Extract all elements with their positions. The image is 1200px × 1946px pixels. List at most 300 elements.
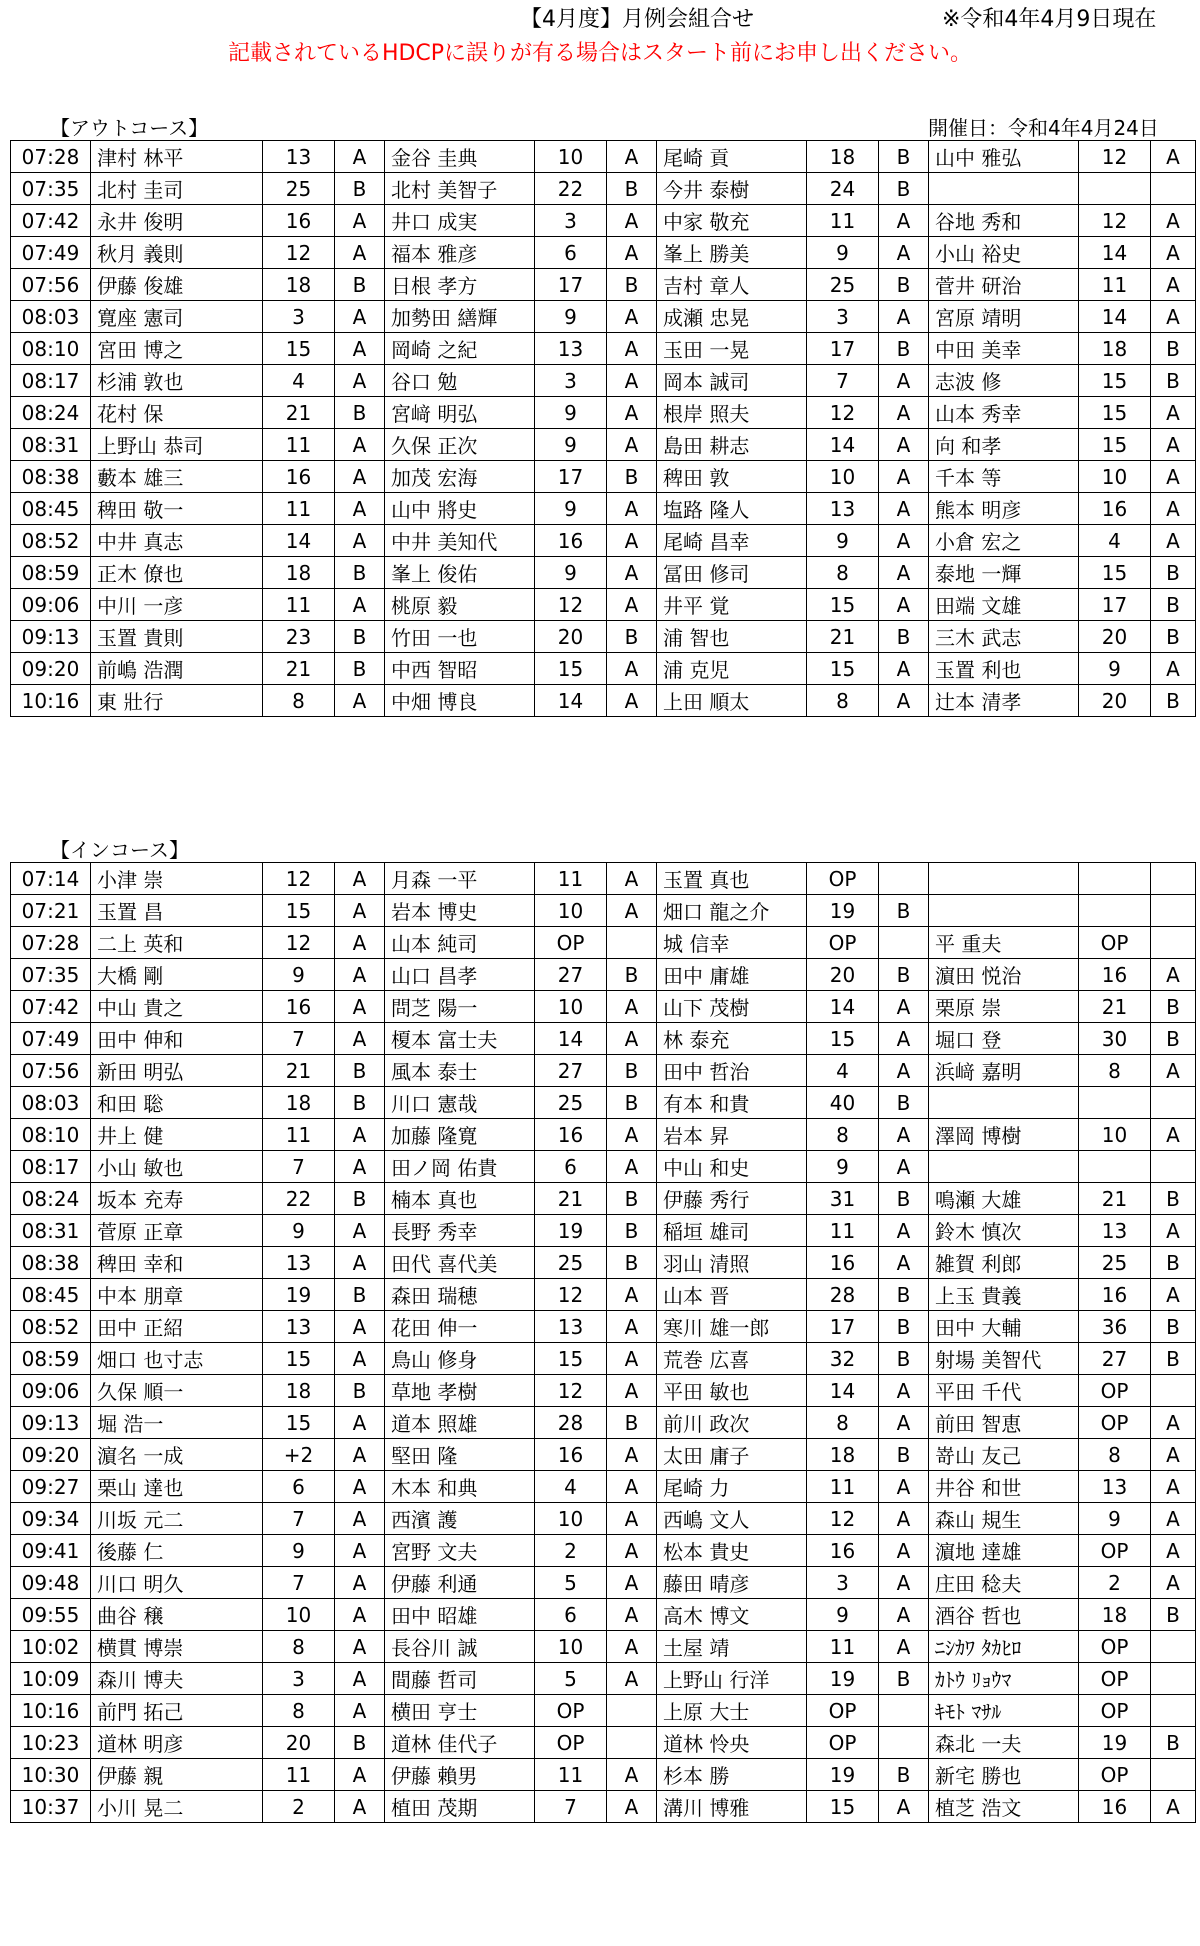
player-name-cell: 中家 敬充	[657, 205, 807, 237]
player-name-cell: 稗田 幸和	[91, 1247, 263, 1279]
hdcp-cell: 12	[807, 1503, 879, 1535]
class-cell: B	[607, 1215, 657, 1247]
player-name-cell: 福本 雅彦	[385, 237, 535, 269]
player-name-cell: 田中 伸和	[91, 1023, 263, 1055]
hdcp-cell: 9	[807, 1151, 879, 1183]
player-name-cell: 小津 崇	[91, 863, 263, 895]
class-cell	[607, 1727, 657, 1759]
hdcp-cell: 10	[535, 141, 607, 173]
hdcp-cell: 14	[535, 1023, 607, 1055]
in-course-row	[11, 1055, 1196, 1087]
class-cell: B	[879, 1343, 929, 1375]
class-cell: A	[1151, 1567, 1196, 1599]
class-cell: A	[879, 557, 929, 589]
player-name-cell: 正木 僚也	[91, 557, 263, 589]
player-name-cell: 後藤 仁	[91, 1535, 263, 1567]
player-name-cell: 前田 智恵	[929, 1407, 1079, 1439]
hdcp-cell: 27	[535, 959, 607, 991]
player-name-cell: 菅井 研治	[929, 269, 1079, 301]
class-cell: A	[335, 991, 385, 1023]
class-cell: A	[879, 1791, 929, 1823]
class-cell: A	[879, 1407, 929, 1439]
player-name-cell: 山本 純司	[385, 927, 535, 959]
player-name-cell: 横田 亨士	[385, 1695, 535, 1727]
player-name-cell: 中井 真志	[91, 525, 263, 557]
out-course-row	[11, 205, 1196, 237]
player-name-cell: 森北 一夫	[929, 1727, 1079, 1759]
class-cell: A	[879, 1215, 929, 1247]
in-course-row	[11, 1151, 1196, 1183]
class-cell	[1151, 863, 1196, 895]
hdcp-cell: 25	[263, 173, 335, 205]
hdcp-cell	[1079, 863, 1151, 895]
hdcp-cell: OP	[1079, 1663, 1151, 1695]
class-cell: B	[335, 653, 385, 685]
class-cell: A	[335, 1695, 385, 1727]
class-cell: A	[879, 1247, 929, 1279]
hdcp-cell: 12	[263, 237, 335, 269]
out-course-row	[11, 333, 1196, 365]
hdcp-cell: 9	[535, 557, 607, 589]
hdcp-cell: 10	[535, 1503, 607, 1535]
class-cell: A	[879, 991, 929, 1023]
player-name-cell: 土屋 靖	[657, 1631, 807, 1663]
class-cell: A	[1151, 141, 1196, 173]
player-name-cell: 千本 等	[929, 461, 1079, 493]
class-cell: A	[879, 1535, 929, 1567]
hdcp-cell	[1079, 1087, 1151, 1119]
class-cell: B	[1151, 1247, 1196, 1279]
player-name-cell: 向 和孝	[929, 429, 1079, 461]
player-name-cell: 栗原 崇	[929, 991, 1079, 1023]
tee-time-cell: 07:49	[11, 1023, 91, 1055]
class-cell: A	[1151, 429, 1196, 461]
in-course-row	[11, 1407, 1196, 1439]
class-cell: A	[335, 863, 385, 895]
hdcp-cell: 3	[263, 1663, 335, 1695]
hdcp-cell: 11	[807, 1631, 879, 1663]
class-cell: B	[335, 397, 385, 429]
player-name-cell: 上玉 貴義	[929, 1279, 1079, 1311]
in-course-row	[11, 1631, 1196, 1663]
out-course-row	[11, 429, 1196, 461]
player-name-cell: 上野山 行洋	[657, 1663, 807, 1695]
player-name-cell: 浜﨑 嘉明	[929, 1055, 1079, 1087]
tee-time-cell: 07:28	[11, 141, 91, 173]
player-name-cell: 林 泰充	[657, 1023, 807, 1055]
hdcp-cell: 18	[807, 1439, 879, 1471]
hdcp-cell: 15	[263, 1407, 335, 1439]
class-cell: A	[607, 1535, 657, 1567]
class-cell: A	[607, 1343, 657, 1375]
player-name-cell: 井谷 和世	[929, 1471, 1079, 1503]
hdcp-cell: 9	[807, 525, 879, 557]
out-course-label: 【アウトコース】	[50, 116, 209, 140]
player-name-cell: 庄田 稔夫	[929, 1567, 1079, 1599]
hdcp-cell: 10	[263, 1599, 335, 1631]
hdcp-cell: 19	[807, 895, 879, 927]
class-cell	[879, 863, 929, 895]
class-cell: A	[335, 927, 385, 959]
class-cell: A	[879, 301, 929, 333]
tee-time-cell: 07:35	[11, 173, 91, 205]
player-name-cell: 濵地 達雄	[929, 1535, 1079, 1567]
player-name-cell: 杉本 勝	[657, 1759, 807, 1791]
player-name-cell: 濵名 一成	[91, 1439, 263, 1471]
hdcp-cell: 24	[807, 173, 879, 205]
class-cell	[879, 1727, 929, 1759]
class-cell: A	[335, 1247, 385, 1279]
in-course-row	[11, 1311, 1196, 1343]
hdcp-cell: 18	[263, 269, 335, 301]
class-cell: A	[335, 1535, 385, 1567]
class-cell	[1151, 1151, 1196, 1183]
player-name-cell: 井平 覚	[657, 589, 807, 621]
player-name-cell: 平田 敏也	[657, 1375, 807, 1407]
class-cell: A	[879, 397, 929, 429]
class-cell: B	[879, 621, 929, 653]
player-name-cell: 和田 聡	[91, 1087, 263, 1119]
out-course-row	[11, 173, 1196, 205]
hdcp-cell: 4	[535, 1471, 607, 1503]
hdcp-cell: 20	[1079, 685, 1151, 717]
hdcp-cell: 3	[263, 301, 335, 333]
hdcp-cell: 9	[535, 301, 607, 333]
hdcp-cell: 9	[1079, 653, 1151, 685]
class-cell: A	[335, 1599, 385, 1631]
player-name-cell: 谷地 秀和	[929, 205, 1079, 237]
player-name-cell: 高木 博文	[657, 1599, 807, 1631]
class-cell: A	[1151, 237, 1196, 269]
class-cell: A	[1151, 1279, 1196, 1311]
player-name-cell: 小山 裕史	[929, 237, 1079, 269]
hdcp-cell: 5	[535, 1567, 607, 1599]
player-name-cell: 楠本 真也	[385, 1183, 535, 1215]
hdcp-cell: 10	[535, 895, 607, 927]
hdcp-cell: 13	[263, 141, 335, 173]
hdcp-cell: 19	[807, 1759, 879, 1791]
player-name-cell: 道林 佳代子	[385, 1727, 535, 1759]
hdcp-cell: 21	[1079, 1183, 1151, 1215]
hdcp-cell: 16	[1079, 493, 1151, 525]
hdcp-cell: 9	[263, 1535, 335, 1567]
class-cell: A	[335, 1119, 385, 1151]
class-cell: A	[335, 525, 385, 557]
class-cell: A	[335, 461, 385, 493]
class-cell: A	[607, 1311, 657, 1343]
player-name-cell: 有本 和貴	[657, 1087, 807, 1119]
player-name-cell: 川口 憲哉	[385, 1087, 535, 1119]
hdcp-cell: 15	[263, 895, 335, 927]
player-name-cell: 森田 瑞穂	[385, 1279, 535, 1311]
hdcp-cell: 16	[263, 461, 335, 493]
player-name-cell: 稗田 敦	[657, 461, 807, 493]
player-name-cell: 峯上 俊佑	[385, 557, 535, 589]
hdcp-cell: 8	[263, 1631, 335, 1663]
player-name-cell: 井上 健	[91, 1119, 263, 1151]
in-course-row	[11, 895, 1196, 927]
player-name-cell: 加藤 隆寛	[385, 1119, 535, 1151]
out-course-row	[11, 301, 1196, 333]
player-name-cell: 中畑 博良	[385, 685, 535, 717]
out-course-row	[11, 141, 1196, 173]
player-name-cell: 尾崎 貢	[657, 141, 807, 173]
hdcp-cell: OP	[1079, 1375, 1151, 1407]
class-cell: A	[1151, 1791, 1196, 1823]
hdcp-cell: OP	[1079, 1535, 1151, 1567]
in-course-row	[11, 1759, 1196, 1791]
class-cell: B	[879, 1279, 929, 1311]
player-name-cell: ﾆｼｶﾜ ﾀｶﾋﾛ	[929, 1631, 1079, 1663]
class-cell: B	[335, 1055, 385, 1087]
in-course-row	[11, 927, 1196, 959]
player-name-cell: 塩路 隆人	[657, 493, 807, 525]
player-name-cell: 金谷 圭典	[385, 141, 535, 173]
in-course-row	[11, 1279, 1196, 1311]
hdcp-cell: 14	[1079, 237, 1151, 269]
player-name-cell: 草地 孝樹	[385, 1375, 535, 1407]
hdcp-cell: OP	[807, 1727, 879, 1759]
class-cell: A	[1151, 653, 1196, 685]
in-course-row	[11, 1247, 1196, 1279]
hdcp-cell: 2	[263, 1791, 335, 1823]
class-cell: A	[607, 1599, 657, 1631]
hdcp-cell: 21	[263, 397, 335, 429]
class-cell: A	[879, 237, 929, 269]
hdcp-cell: 13	[1079, 1471, 1151, 1503]
hdcp-cell: 22	[535, 173, 607, 205]
player-name-cell: 山下 茂樹	[657, 991, 807, 1023]
tee-time-cell: 08:59	[11, 557, 91, 589]
in-course-row	[11, 1087, 1196, 1119]
player-name-cell: 岩本 昇	[657, 1119, 807, 1151]
hdcp-cell: 11	[263, 1759, 335, 1791]
out-course-row	[11, 493, 1196, 525]
hdcp-cell: 15	[807, 1791, 879, 1823]
out-course-row	[11, 237, 1196, 269]
player-name-cell: 堅田 隆	[385, 1439, 535, 1471]
tee-time-cell: 07:49	[11, 237, 91, 269]
hdcp-cell: 13	[263, 1247, 335, 1279]
hdcp-cell: +2	[263, 1439, 335, 1471]
class-cell: B	[1151, 1023, 1196, 1055]
tee-time-cell: 08:17	[11, 365, 91, 397]
tee-time-cell: 10:30	[11, 1759, 91, 1791]
hdcp-cell: OP	[535, 927, 607, 959]
player-name-cell: 山中 雅弘	[929, 141, 1079, 173]
hdcp-cell: 18	[1079, 1599, 1151, 1631]
player-name-cell: ｷﾓﾄ ﾏｻﾙ	[929, 1695, 1079, 1727]
hdcp-cell: 14	[807, 429, 879, 461]
hdcp-cell: 11	[807, 205, 879, 237]
hdcp-cell: 7	[807, 365, 879, 397]
player-name-cell: 尾崎 昌幸	[657, 525, 807, 557]
hdcp-cell: 10	[535, 991, 607, 1023]
tee-time-cell: 08:10	[11, 333, 91, 365]
class-cell: A	[879, 589, 929, 621]
class-cell	[1151, 1087, 1196, 1119]
hdcp-cell: 9	[807, 237, 879, 269]
class-cell: A	[335, 429, 385, 461]
hdcp-cell: 15	[807, 589, 879, 621]
class-cell: A	[335, 685, 385, 717]
player-name-cell: 藪本 雄三	[91, 461, 263, 493]
hdcp-cell: 19	[807, 1663, 879, 1695]
player-name-cell: 前川 政次	[657, 1407, 807, 1439]
hdcp-cell: 18	[1079, 333, 1151, 365]
player-name-cell: 畑口 龍之介	[657, 895, 807, 927]
tee-time-cell: 09:48	[11, 1567, 91, 1599]
hdcp-cell: 6	[263, 1471, 335, 1503]
class-cell	[1151, 1631, 1196, 1663]
hdcp-cell: 16	[807, 1247, 879, 1279]
in-course-label: 【インコース】	[50, 838, 189, 862]
in-course-row	[11, 1727, 1196, 1759]
player-name-cell: 浦 智也	[657, 621, 807, 653]
class-cell: A	[1151, 959, 1196, 991]
class-cell: B	[1151, 365, 1196, 397]
hdcp-cell: 19	[263, 1279, 335, 1311]
hdcp-cell: 9	[535, 493, 607, 525]
event-date: 開催日：令和4年4月24日	[928, 116, 1159, 140]
player-name-cell: 堀 浩一	[91, 1407, 263, 1439]
player-name-cell: 杉浦 敦也	[91, 365, 263, 397]
player-name-cell: 森山 規生	[929, 1503, 1079, 1535]
hdcp-cell: 25	[1079, 1247, 1151, 1279]
player-name-cell: 中山 貴之	[91, 991, 263, 1023]
player-name-cell: 小川 晃二	[91, 1791, 263, 1823]
player-name-cell: 鳴瀬 大雄	[929, 1183, 1079, 1215]
hdcp-cell: 6	[535, 237, 607, 269]
hdcp-cell: 25	[535, 1087, 607, 1119]
tee-time-cell: 09:06	[11, 589, 91, 621]
hdcp-cell: 9	[263, 1215, 335, 1247]
hdcp-cell: 15	[807, 653, 879, 685]
hdcp-cell: 19	[1079, 1727, 1151, 1759]
class-cell: B	[1151, 1727, 1196, 1759]
tee-time-cell: 08:10	[11, 1119, 91, 1151]
class-cell: A	[1151, 205, 1196, 237]
player-name-cell: 伊藤 親	[91, 1759, 263, 1791]
in-course-row	[11, 1471, 1196, 1503]
tee-time-cell: 09:27	[11, 1471, 91, 1503]
hdcp-cell: 11	[263, 589, 335, 621]
player-name-cell: 竹田 一也	[385, 621, 535, 653]
tee-time-cell: 08:45	[11, 493, 91, 525]
class-cell: B	[335, 269, 385, 301]
class-cell: A	[607, 1279, 657, 1311]
class-cell: A	[1151, 269, 1196, 301]
hdcp-cell: 10	[535, 1631, 607, 1663]
tee-time-cell: 07:42	[11, 991, 91, 1023]
player-name-cell: 濵田 悦治	[929, 959, 1079, 991]
player-name-cell: 前嶋 浩潤	[91, 653, 263, 685]
class-cell: A	[879, 1119, 929, 1151]
class-cell: A	[607, 1663, 657, 1695]
hdcp-cell: 7	[263, 1023, 335, 1055]
hdcp-cell: 17	[807, 333, 879, 365]
in-course-row	[11, 1375, 1196, 1407]
hdcp-cell: 14	[807, 1375, 879, 1407]
class-cell: A	[335, 1631, 385, 1663]
player-name-cell: 岡崎 之紀	[385, 333, 535, 365]
class-cell: A	[335, 493, 385, 525]
player-name-cell: 川口 明久	[91, 1567, 263, 1599]
player-name-cell: 浦 克児	[657, 653, 807, 685]
hdcp-cell: 15	[1079, 365, 1151, 397]
class-cell: A	[607, 397, 657, 429]
player-name-cell: 玉田 一晃	[657, 333, 807, 365]
class-cell: A	[335, 895, 385, 927]
hdcp-cell: 27	[1079, 1343, 1151, 1375]
class-cell: B	[607, 269, 657, 301]
hdcp-cell: 22	[263, 1183, 335, 1215]
hdcp-cell: 5	[535, 1663, 607, 1695]
hdcp-cell: 15	[1079, 557, 1151, 589]
hdcp-cell: 32	[807, 1343, 879, 1375]
player-name-cell: 伊藤 利通	[385, 1567, 535, 1599]
class-cell: A	[607, 365, 657, 397]
tee-time-cell: 08:52	[11, 525, 91, 557]
class-cell: A	[879, 1023, 929, 1055]
player-name-cell: 吉村 章人	[657, 269, 807, 301]
class-cell: A	[335, 589, 385, 621]
player-name-cell: 小山 敏也	[91, 1151, 263, 1183]
hdcp-cell: 27	[535, 1055, 607, 1087]
player-name-cell: 中田 美幸	[929, 333, 1079, 365]
class-cell: B	[879, 1311, 929, 1343]
class-cell: B	[1151, 557, 1196, 589]
tee-time-cell: 08:38	[11, 1247, 91, 1279]
class-cell: B	[607, 1407, 657, 1439]
hdcp-notice: 記載されているHDCPに誤りが有る場合はスタート前にお申し出ください。	[227, 41, 973, 66]
hdcp-cell: 11	[807, 1471, 879, 1503]
class-cell: A	[607, 1567, 657, 1599]
class-cell: A	[1151, 397, 1196, 429]
in-course-table	[10, 862, 1196, 1823]
hdcp-cell: 11	[263, 493, 335, 525]
hdcp-cell: 14	[807, 991, 879, 1023]
tee-time-cell: 10:37	[11, 1791, 91, 1823]
class-cell: A	[607, 237, 657, 269]
player-name-cell: 中川 一彦	[91, 589, 263, 621]
in-course-row	[11, 1663, 1196, 1695]
hdcp-cell: 12	[1079, 141, 1151, 173]
hdcp-cell: 17	[535, 269, 607, 301]
class-cell: B	[1151, 991, 1196, 1023]
class-cell: A	[607, 205, 657, 237]
player-name-cell: 田中 哲治	[657, 1055, 807, 1087]
hdcp-cell: 7	[263, 1151, 335, 1183]
hdcp-cell: 16	[263, 991, 335, 1023]
class-cell: B	[1151, 1311, 1196, 1343]
tee-time-cell: 09:13	[11, 1407, 91, 1439]
hdcp-cell: 15	[1079, 429, 1151, 461]
player-name-cell: 中西 智昭	[385, 653, 535, 685]
class-cell: A	[335, 1791, 385, 1823]
out-course-row	[11, 461, 1196, 493]
hdcp-cell: 16	[1079, 1279, 1151, 1311]
class-cell	[1151, 927, 1196, 959]
tee-time-cell: 07:56	[11, 1055, 91, 1087]
player-name-cell: 津村 林平	[91, 141, 263, 173]
player-name-cell: 井口 成実	[385, 205, 535, 237]
hdcp-cell: 19	[535, 1215, 607, 1247]
class-cell: A	[879, 1151, 929, 1183]
class-cell: A	[1151, 1471, 1196, 1503]
class-cell: A	[607, 493, 657, 525]
player-name-cell: 志波 修	[929, 365, 1079, 397]
